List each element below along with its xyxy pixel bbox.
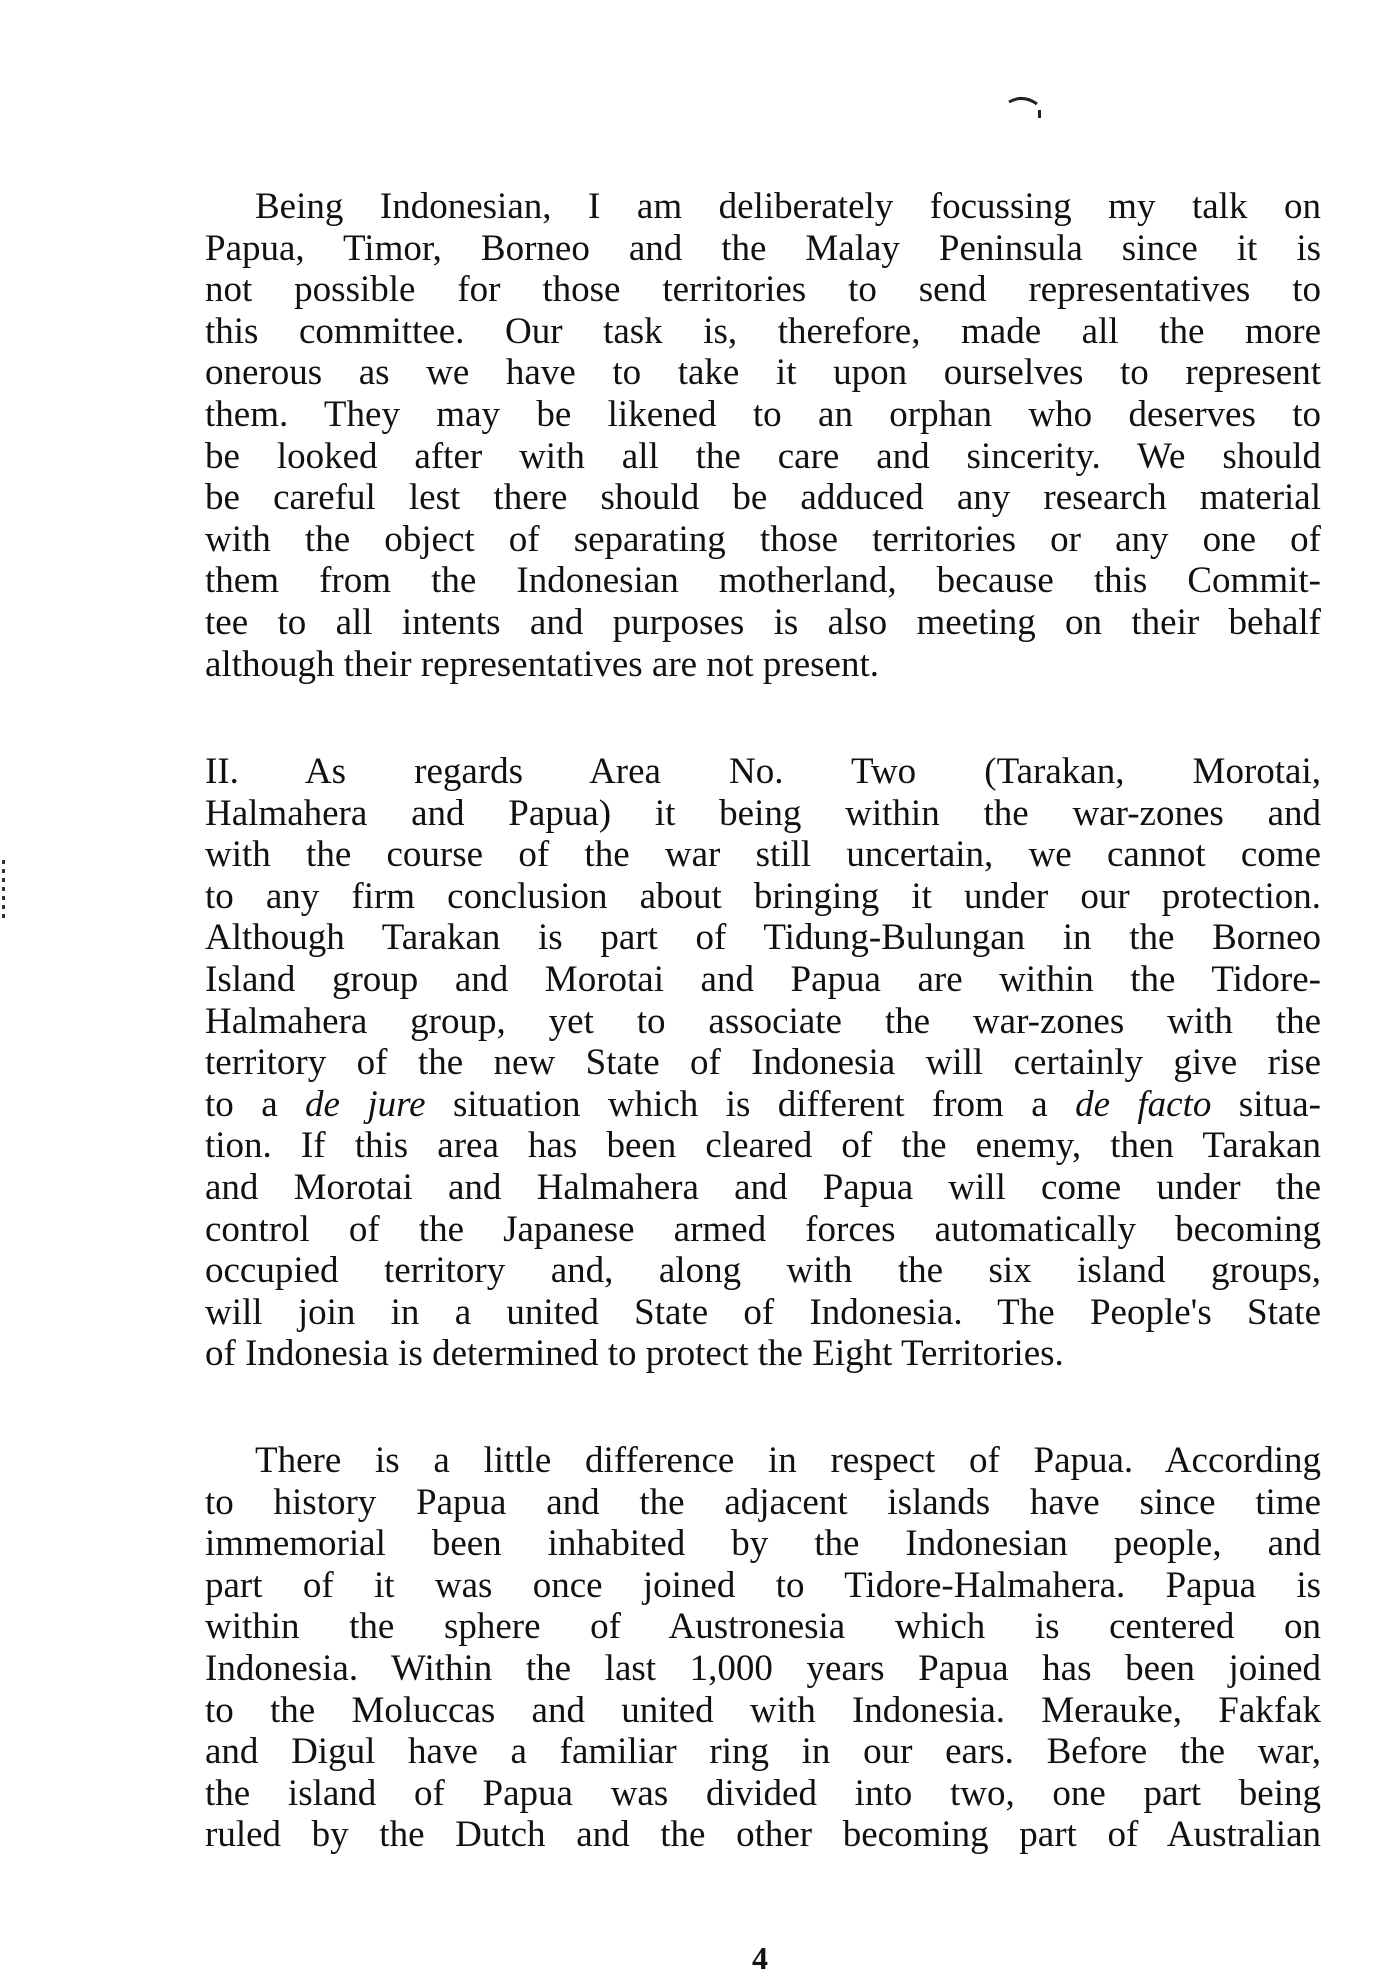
- text-line: to the Moluccas and united with Indonesia. Merauke, Fakfak: [205, 1689, 1321, 1731]
- text-line: and Morotai and Halmahera and Papua will come under the: [205, 1166, 1321, 1208]
- text-line: II. As regards Area No. Two (Tarakan, Morotai,: [205, 751, 1321, 792]
- text-line: part of it was once joined to Tidore-Halmahera. Papua is: [205, 1564, 1321, 1606]
- text-run: situa-: [1211, 1083, 1322, 1125]
- text-line: to any firm conclusion about bringing it under our protection.: [205, 875, 1321, 917]
- text-line: will join in a united State of Indonesia. The People's State: [205, 1291, 1321, 1333]
- text-line: There is a little difference in respect of Papua. According: [255, 1440, 1321, 1481]
- text-line: and Digul have a familiar ring in our ears. Before the war,: [205, 1731, 1321, 1773]
- italic-term: de facto: [1075, 1083, 1212, 1125]
- text-line: the island of Papua was divided into two, one part being: [205, 1772, 1321, 1814]
- text-line: of Indonesia is determined to protect the Eight Territories.: [205, 1333, 1064, 1375]
- scan-mark-icon: [1005, 92, 1045, 128]
- text-line: within the sphere of Austronesia which is centered on: [205, 1606, 1321, 1648]
- scan-edge-mark: [2, 860, 5, 920]
- text-line: territory of the new State of Indonesia will certainly give rise: [205, 1042, 1321, 1084]
- text-line: Halmahera and Papua) it being within the war-zones and: [205, 792, 1321, 834]
- text-line: them from the Indonesian motherland, because this Commit-: [205, 560, 1321, 602]
- text-line: Halmahera group, yet to associate the war-zones with the: [205, 1000, 1321, 1042]
- text-line: Being Indonesian, I am deliberately focussing my talk on: [255, 186, 1321, 227]
- text-run: to a: [205, 1083, 306, 1125]
- text-line: to history Papua and the adjacent islands have since time: [205, 1481, 1321, 1523]
- italic-term: de jure: [305, 1083, 426, 1125]
- text-line: onerous as we have to take it upon ourselves to represent: [205, 352, 1321, 394]
- page-number: 4: [752, 1940, 768, 1976]
- text-run: situation which is different from a: [425, 1083, 1076, 1125]
- paragraph-3: [205, 1440, 1321, 1856]
- text-line: not possible for those territories to send representatives to: [205, 269, 1321, 311]
- text-line: Although Tarakan is part of Tidung-Bulungan in the Borneo: [205, 917, 1321, 959]
- text-line: Indonesia. Within the last 1,000 years Papua has been joined: [205, 1647, 1321, 1689]
- text-line: control of the Japanese armed forces automatically becoming: [205, 1208, 1321, 1250]
- text-line: although their representatives are not present.: [205, 643, 879, 685]
- text-line: this committee. Our task is, therefore, made all the more: [205, 310, 1321, 352]
- text-line: ruled by the Dutch and the other becoming part of Australian: [205, 1814, 1321, 1856]
- text-line: Island group and Morotai and Papua are within the Tidore-: [205, 958, 1321, 1000]
- paragraph-1: [205, 186, 1321, 685]
- text-line: with the course of the war still uncertain, we cannot come: [205, 834, 1321, 876]
- text-line: with the object of separating those territories or any one of: [205, 518, 1321, 560]
- text-line: Papua, Timor, Borneo and the Malay Peninsula since it is: [205, 227, 1321, 269]
- text-line: tee to all intents and purposes is also meeting on their behalf: [205, 601, 1321, 643]
- text-line: them. They may be likened to an orphan who deserves to: [205, 393, 1321, 435]
- text-line: occupied territory and, along with the six island groups,: [205, 1250, 1321, 1292]
- text-line: tion. If this area has been cleared of the enemy, then Tarakan: [205, 1125, 1321, 1167]
- text-line: [205, 1084, 1321, 1126]
- text-line: immemorial been inhabited by the Indonesian people, and: [205, 1523, 1321, 1565]
- text-line: be careful lest there should be adduced any research material: [205, 477, 1321, 519]
- paragraph-2: [205, 751, 1321, 1375]
- text-line: be looked after with all the care and sincerity. We should: [205, 435, 1321, 477]
